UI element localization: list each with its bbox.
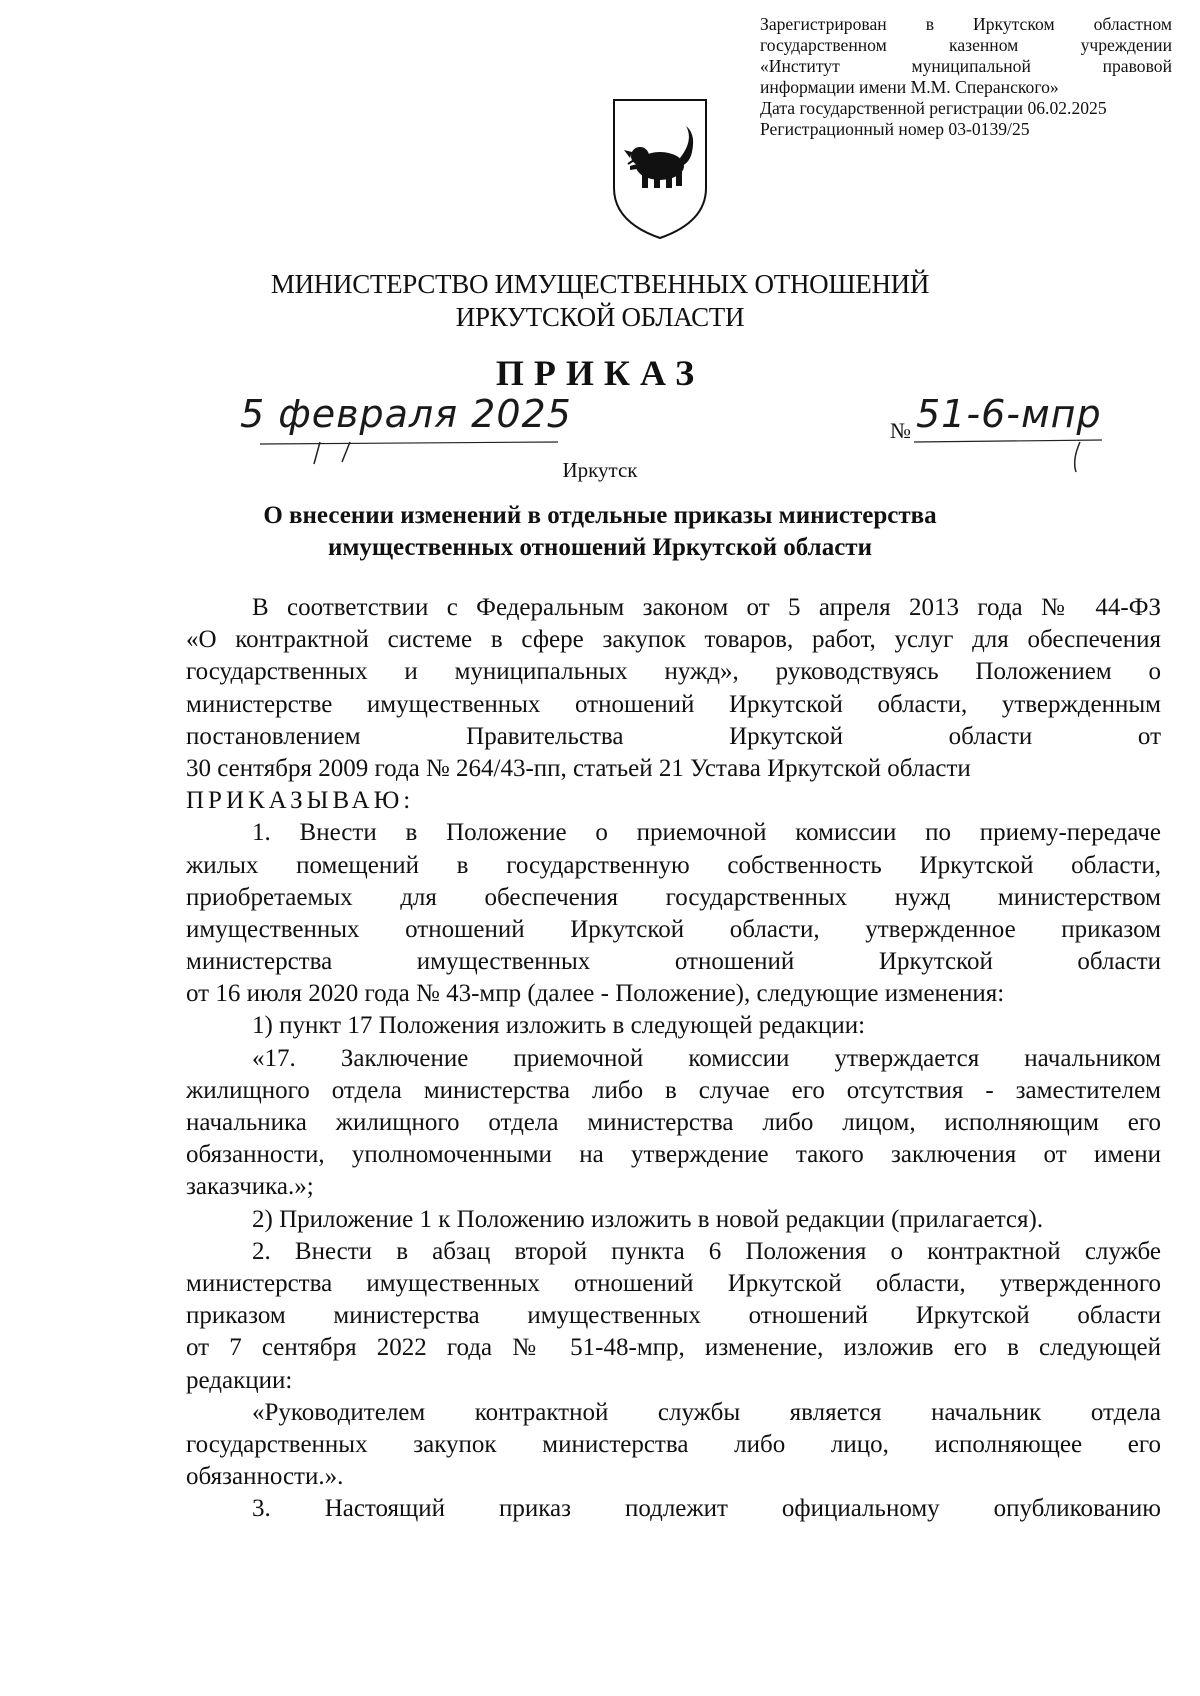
stamp-line: «Институт муниципальной правовой — [760, 56, 1172, 76]
stamp-line: Регистрационный номер 03-0139/25 — [760, 119, 1030, 139]
document-subject — [0, 500, 1200, 564]
city-name: Иркутск — [562, 458, 638, 482]
body-line: начальника жилищного отдела министерства либо лицом, исполняющим его — [186, 1109, 1161, 1136]
handwritten-date: 5 февраля 2025 — [240, 392, 572, 436]
body-line: 2) Приложение 1 к Положению изложить в новой редакции (прилагается). — [252, 1205, 1044, 1233]
body-line: жилищного отдела министерства либо в случае его отсутствия - заместителем — [186, 1076, 1161, 1104]
document-body — [186, 592, 1161, 1525]
body-line: приказом министерства имущественных отношений Иркутской области — [186, 1302, 1161, 1330]
body-line: 30 сентября 2009 года № 264/43-пп, статьей 21 Устава Иркутской области — [186, 754, 971, 782]
body-line: от 16 июля 2020 года № 43-мпр (далее - Положение), следующие изменения: — [186, 980, 1005, 1008]
registration-stamp — [760, 14, 1172, 140]
body-line: «О контрактной системе в сфере закупок товаров, работ, услуг для обеспечения — [186, 626, 1161, 654]
body-line: В соответствии с Федеральным законом от 5 апреля 2013 года № 44-ФЗ — [252, 594, 1161, 621]
body-line: от 7 сентября 2022 года № 51-48-мпр, изменение, изложив его в следующей — [186, 1334, 1161, 1362]
ministry-name-line1: МИНИСТЕРСТВО ИМУЩЕСТВЕННЫХ ОТНОШЕНИЙ — [270, 269, 930, 299]
body-line: министерстве имущественных отношений Иркутской области, утвержденным — [186, 690, 1161, 718]
document-type-title: ПРИКАЗ — [495, 353, 705, 393]
subject-line1: О внесении изменений в отдельные приказы министерства — [263, 502, 937, 529]
body-line: заказчика.»; — [186, 1173, 314, 1201]
body-line: государственных и муниципальных нужд», руководствуясь Положением о — [186, 658, 1161, 686]
body-line: «Руководителем контрактной службы является начальник отдела — [252, 1398, 1161, 1426]
body-line: постановлением Правительства Иркутской области от — [186, 722, 1161, 750]
stamp-line: Дата государственной регистрации 06.02.2025 — [760, 98, 1107, 118]
stamp-line: Зарегистрирован в Иркутском областном — [760, 14, 1172, 34]
ministry-name-line2: ИРКУТСКОЙ ОБЛАСТИ — [455, 302, 745, 332]
irkutsk-coat-of-arms-icon — [610, 96, 710, 242]
body-line: обязанности.». — [186, 1463, 344, 1491]
number-sign: № — [890, 418, 911, 443]
body-line: обязанности, уполномоченными на утверждение такого заключения от имени — [186, 1141, 1161, 1169]
body-line: «17. Заключение приемочной комиссии утверждается начальником — [252, 1044, 1161, 1072]
body-line: министерства имущественных отношений Иркутской области — [186, 948, 1161, 976]
body-line: государственных закупок министерства либо лицо, исполняющее его — [186, 1430, 1161, 1458]
body-line: 3. Настоящий приказ подлежит официальному опубликованию — [252, 1495, 1161, 1523]
body-line: 1) пункт 17 Положения изложить в следующей редакции: — [252, 1012, 866, 1040]
body-line: редакции: — [186, 1366, 293, 1394]
body-line: 2. Внести в абзац второй пункта 6 Положения о контрактной службе — [252, 1237, 1161, 1265]
stamp-line: государственном казенном учреждении — [760, 35, 1172, 55]
body-line: жилых помещений в государственную собственность Иркутской области, — [186, 851, 1161, 879]
body-line: приобретаемых для обеспечения государственных нужд министерством — [186, 883, 1161, 911]
body-line-order-word: ПРИКАЗЫВАЮ: — [186, 787, 415, 815]
body-line: министерства имущественных отношений Иркутской области, утвержденного — [186, 1269, 1161, 1297]
subject-line2: имущественных отношений Иркутской области — [327, 534, 872, 561]
body-line: имущественных отношений Иркутской области, утвержденное приказом — [186, 915, 1161, 943]
body-line: 1. Внести в Положение о приемочной комиссии по приему-передаче — [252, 819, 1161, 847]
stamp-line: информации имени М.М. Сперанского» — [760, 77, 1059, 97]
handwritten-number: 51-6-мпр — [916, 392, 1102, 436]
